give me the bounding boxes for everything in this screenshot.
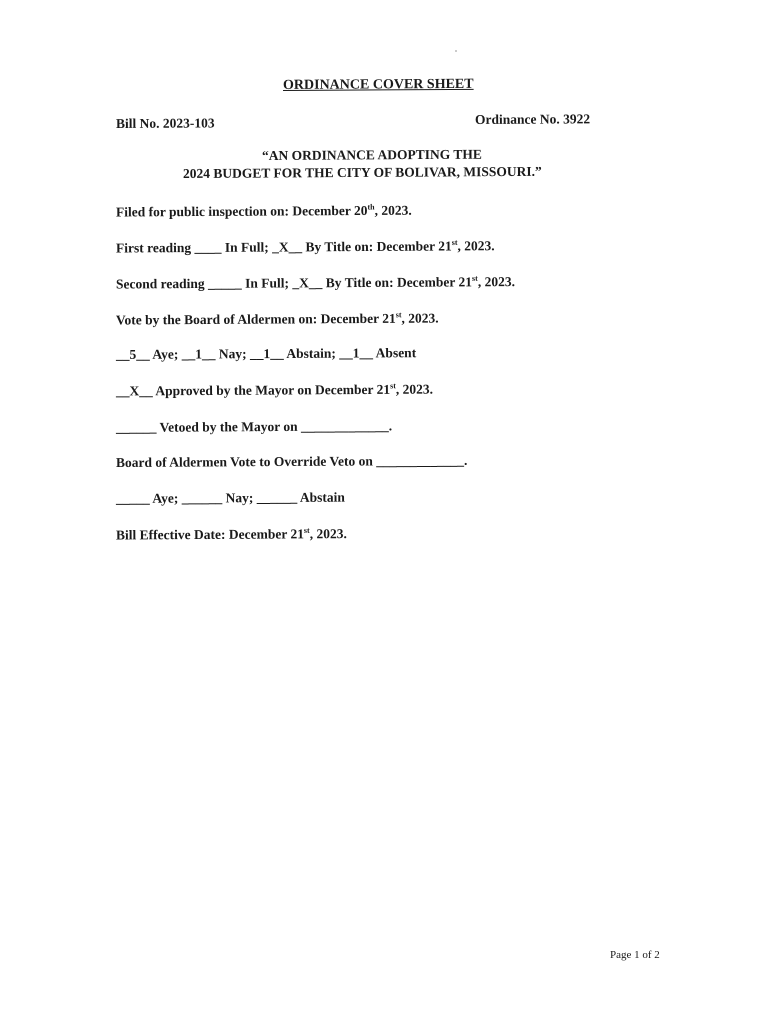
approval-sup: st — [390, 381, 396, 391]
second-reading-in-full-blank: _____ — [207, 275, 242, 291]
first-reading — [116, 238, 495, 257]
second-reading-tail: , 2023. — [477, 274, 515, 290]
veto-tail: . — [388, 418, 393, 434]
ordinance-title-line-1: “AN ORDINANCE ADOPTING THE — [261, 146, 482, 163]
aye-label: Aye; — [149, 346, 182, 362]
effective-sup: st — [303, 525, 310, 535]
mayor-veto — [116, 418, 392, 436]
effective-tail: , 2023. — [309, 526, 347, 542]
second-reading-by-title: By Title on: December 21 — [322, 274, 473, 291]
board-vote-text: Vote by the Board of Aldermen on: December 21 — [115, 310, 396, 328]
absent-count: __1__ — [339, 345, 374, 361]
veto-text: Vetoed by the Mayor on — [156, 418, 302, 435]
nay-label: Nay; — [215, 346, 251, 362]
abstain-count: __1__ — [249, 345, 284, 362]
filed-text: Filed for public inspection on: December 20 — [115, 202, 368, 220]
nay-count: __1__ — [181, 346, 216, 362]
approval-text: Approved by the Mayor on December 21 — [152, 381, 391, 399]
first-reading-sup: st — [451, 237, 458, 247]
second-reading-in-full: In Full; — [241, 275, 293, 291]
mayor-approval — [116, 381, 433, 399]
absent-label: Absent — [372, 345, 417, 361]
board-vote-tail: , 2023. — [401, 310, 439, 326]
approval-mark: __X__ — [115, 383, 153, 399]
abstain-label: Abstain; — [283, 345, 340, 361]
first-reading-by-title-mark: _X__ — [272, 239, 303, 255]
override-aye-label: Aye; — [149, 490, 182, 506]
filed-sup: th — [367, 202, 375, 212]
override-nay-label: Nay; — [222, 490, 257, 506]
second-reading-sup: st — [471, 273, 478, 283]
veto-blank: ______ — [115, 419, 157, 435]
veto-date-blank: _____________ — [300, 418, 389, 434]
override-tally — [116, 490, 345, 507]
board-vote-date — [116, 310, 439, 328]
ordinance-number: Ordinance No. 3922 — [474, 111, 591, 127]
first-reading-tail: , 2023. — [457, 238, 495, 254]
override-aye-blank: _____ — [115, 490, 150, 506]
board-vote-sup: st — [395, 310, 402, 320]
page-number: Page 1 of 2 — [610, 949, 660, 961]
second-reading — [116, 274, 515, 293]
override-abstain-label: Abstain — [297, 489, 345, 505]
effective-text: Bill Effective Date: December 21 — [115, 526, 304, 543]
second-reading-label: Second reading — [115, 275, 209, 292]
vote-tally — [116, 345, 416, 363]
override-date-blank: _____________ — [376, 452, 465, 469]
aye-count: __5__ — [115, 346, 150, 362]
override-tail: . — [463, 452, 468, 468]
scan-speck — [455, 50, 457, 52]
approval-tail: , 2023. — [395, 381, 434, 397]
filed-tail: , 2023. — [374, 202, 412, 218]
override-abstain-blank: ______ — [256, 489, 298, 506]
first-reading-label: First reading — [115, 240, 195, 256]
first-reading-in-full: In Full; — [221, 239, 273, 255]
override-nay-blank: ______ — [181, 490, 223, 506]
override-text: Board of Aldermen Vote to Override Veto on — [115, 453, 377, 470]
second-reading-by-title-mark: _X__ — [292, 275, 323, 291]
document-title: ORDINANCE COVER SHEET — [282, 76, 474, 93]
effective-date — [116, 526, 347, 544]
override-veto — [116, 453, 467, 471]
filed-for-inspection — [116, 202, 412, 220]
first-reading-in-full-blank: ____ — [194, 239, 222, 256]
bill-number: Bill No. 2023-103 — [115, 115, 215, 131]
first-reading-by-title: By Title on: December 21 — [302, 238, 452, 255]
ordinance-title-line-2: 2024 BUDGET FOR THE CITY OF BOLIVAR, MISSOURI.” — [182, 163, 542, 181]
